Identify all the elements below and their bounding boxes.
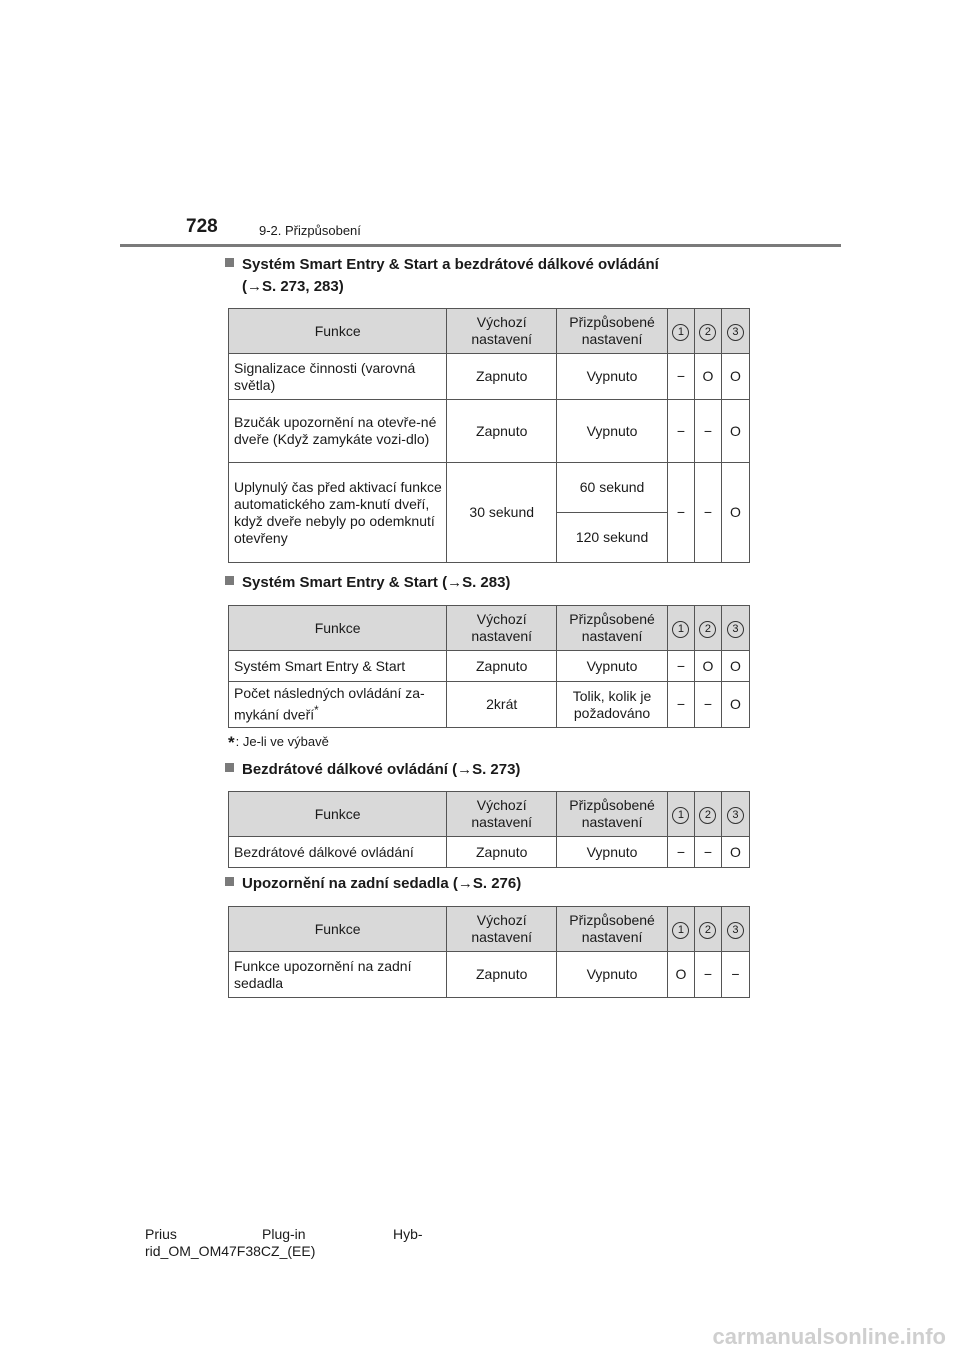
cell-custom: Vypnuto	[557, 952, 668, 998]
cell-default: 30 sekund	[447, 463, 557, 563]
cell-function	[229, 682, 447, 728]
table-row	[229, 837, 750, 868]
header-custom: Přizpůsobené nastavení	[557, 792, 668, 837]
cell-mode-3: O	[721, 400, 749, 463]
cell-mode-2: O	[694, 354, 721, 400]
bullet-square-icon	[225, 258, 234, 267]
footer-word: Plug-in	[262, 1226, 306, 1242]
cell-mode-3: O	[721, 651, 749, 682]
mode-2-icon: 2	[699, 807, 716, 824]
section-heading-rear-seat	[225, 873, 521, 895]
section-heading-smart-entry-remote	[225, 254, 659, 298]
header-mode-3	[721, 907, 749, 952]
mode-1-icon: 1	[672, 807, 689, 824]
header-default: Výchozí nastavení	[447, 792, 557, 837]
cell-function: Bzučák upozornění na otevře-né dveře (Když zamykáte vozi-dlo)	[229, 400, 447, 463]
bullet-square-icon	[225, 877, 234, 886]
cell-mode-2: −	[694, 463, 721, 563]
table-row	[229, 651, 750, 682]
cell-mode-1: −	[668, 651, 695, 682]
bullet-square-icon	[225, 576, 234, 585]
header-mode-3	[721, 792, 749, 837]
table-header-row	[229, 309, 750, 354]
cell-function: Funkce upozornění na zadní sedadla	[229, 952, 447, 998]
header-mode-1	[668, 606, 695, 651]
header-mode-2	[694, 606, 721, 651]
mode-1-icon: 1	[672, 922, 689, 939]
footer-word: Hyb-	[393, 1226, 423, 1242]
header-mode-1	[668, 309, 695, 354]
cell-default: 2krát	[447, 682, 557, 728]
cell-mode-2: O	[694, 651, 721, 682]
header-custom: Přizpůsobené nastavení	[557, 309, 668, 354]
cell-mode-2: −	[694, 837, 721, 868]
header-mode-2	[694, 309, 721, 354]
cell-mode-1: −	[668, 463, 695, 563]
cell-mode-3: O	[721, 463, 749, 563]
cell-custom-alt: 120 sekund	[557, 513, 668, 563]
header-mode-3	[721, 309, 749, 354]
table-row	[229, 952, 750, 998]
settings-table-2	[228, 605, 750, 728]
section-heading-smart-entry	[225, 572, 510, 594]
document-footer	[145, 1226, 423, 1260]
heading-reference: (→S. 273, 283)	[242, 278, 344, 295]
settings-table-1	[228, 308, 750, 563]
footer-line-2: rid_OM_OM47F38CZ_(EE)	[145, 1243, 316, 1259]
header-function: Funkce	[229, 792, 447, 837]
footer-line-1	[145, 1226, 423, 1243]
header-default: Výchozí nastavení	[447, 606, 557, 651]
watermark: carmanualsonline.info	[712, 1324, 946, 1349]
header-mode-3	[721, 606, 749, 651]
settings-table-3	[228, 791, 750, 868]
cell-custom: Tolik, kolik je požadováno	[557, 682, 668, 728]
cell-mode-3: O	[721, 682, 749, 728]
cell-function: Bezdrátové dálkové ovládání	[229, 837, 447, 868]
cell-function: Systém Smart Entry & Start	[229, 651, 447, 682]
mode-3-icon: 3	[727, 621, 744, 638]
section-title: 9-2. Přizpůsobení	[259, 223, 361, 238]
cell-mode-3: O	[721, 354, 749, 400]
header-default: Výchozí nastavení	[447, 907, 557, 952]
header-mode-2	[694, 792, 721, 837]
header-function: Funkce	[229, 309, 447, 354]
section-heading-remote	[225, 759, 520, 781]
heading-text: Systém Smart Entry & Start a bezdrátové dálkové ovládání	[242, 256, 659, 273]
header-function: Funkce	[229, 606, 447, 651]
heading-text: Systém Smart Entry & Start (→S. 283)	[242, 574, 511, 591]
mode-2-icon: 2	[699, 621, 716, 638]
cell-mode-2: −	[694, 952, 721, 998]
footnote-text: : Je-li ve výbavě	[235, 734, 329, 749]
header-mode-1	[668, 792, 695, 837]
mode-1-icon: 1	[672, 324, 689, 341]
header-custom: Přizpůsobené nastavení	[557, 907, 668, 952]
cell-mode-1: −	[668, 682, 695, 728]
table-header-row	[229, 606, 750, 651]
heading-text: Upozornění na zadní sedadla (→S. 276)	[242, 875, 522, 892]
header-default: Výchozí nastavení	[447, 309, 557, 354]
footer-word: Prius	[145, 1226, 177, 1242]
table-row	[229, 682, 750, 728]
cell-mode-2: −	[694, 682, 721, 728]
cell-default: Zapnuto	[447, 400, 557, 463]
mode-3-icon: 3	[727, 324, 744, 341]
function-text: Počet následných ovládání za-mykání dveří	[234, 685, 425, 723]
header-custom: Přizpůsobené nastavení	[557, 606, 668, 651]
cell-default: Zapnuto	[447, 354, 557, 400]
header-function: Funkce	[229, 907, 447, 952]
cell-mode-1: −	[668, 837, 695, 868]
table-row	[229, 400, 750, 463]
cell-default: Zapnuto	[447, 952, 557, 998]
cell-mode-1: −	[668, 400, 695, 463]
mode-3-icon: 3	[727, 922, 744, 939]
header-divider	[120, 244, 841, 247]
table-row	[229, 354, 750, 400]
header-mode-1	[668, 907, 695, 952]
footnote	[228, 733, 329, 753]
mode-1-icon: 1	[672, 621, 689, 638]
cell-mode-2: −	[694, 400, 721, 463]
cell-mode-3: O	[721, 837, 749, 868]
table-row	[229, 463, 750, 513]
cell-custom: Vypnuto	[557, 400, 668, 463]
cell-default: Zapnuto	[447, 837, 557, 868]
heading-text: Bezdrátové dálkové ovládání (→S. 273)	[242, 761, 521, 778]
mode-3-icon: 3	[727, 807, 744, 824]
settings-table-4	[228, 906, 750, 998]
page-number: 728	[186, 216, 218, 237]
cell-function: Uplynulý čas před aktivací funkce automatického zam-knutí dveří, když dveře nebyly po odemknutí otevřeny	[229, 463, 447, 563]
mode-2-icon: 2	[699, 324, 716, 341]
cell-mode-3: −	[721, 952, 749, 998]
table-header-row	[229, 907, 750, 952]
bullet-square-icon	[225, 763, 234, 772]
cell-mode-1: O	[668, 952, 695, 998]
header-mode-2	[694, 907, 721, 952]
cell-custom: Vypnuto	[557, 837, 668, 868]
cell-mode-1: −	[668, 354, 695, 400]
cell-custom: Vypnuto	[557, 354, 668, 400]
cell-function: Signalizace činnosti (varovná světla)	[229, 354, 447, 400]
cell-custom: Vypnuto	[557, 651, 668, 682]
table-header-row	[229, 792, 750, 837]
cell-default: Zapnuto	[447, 651, 557, 682]
cell-custom: 60 sekund	[557, 463, 668, 513]
footnote-mark: *	[314, 704, 319, 718]
footnote-star: *	[228, 733, 235, 752]
mode-2-icon: 2	[699, 922, 716, 939]
